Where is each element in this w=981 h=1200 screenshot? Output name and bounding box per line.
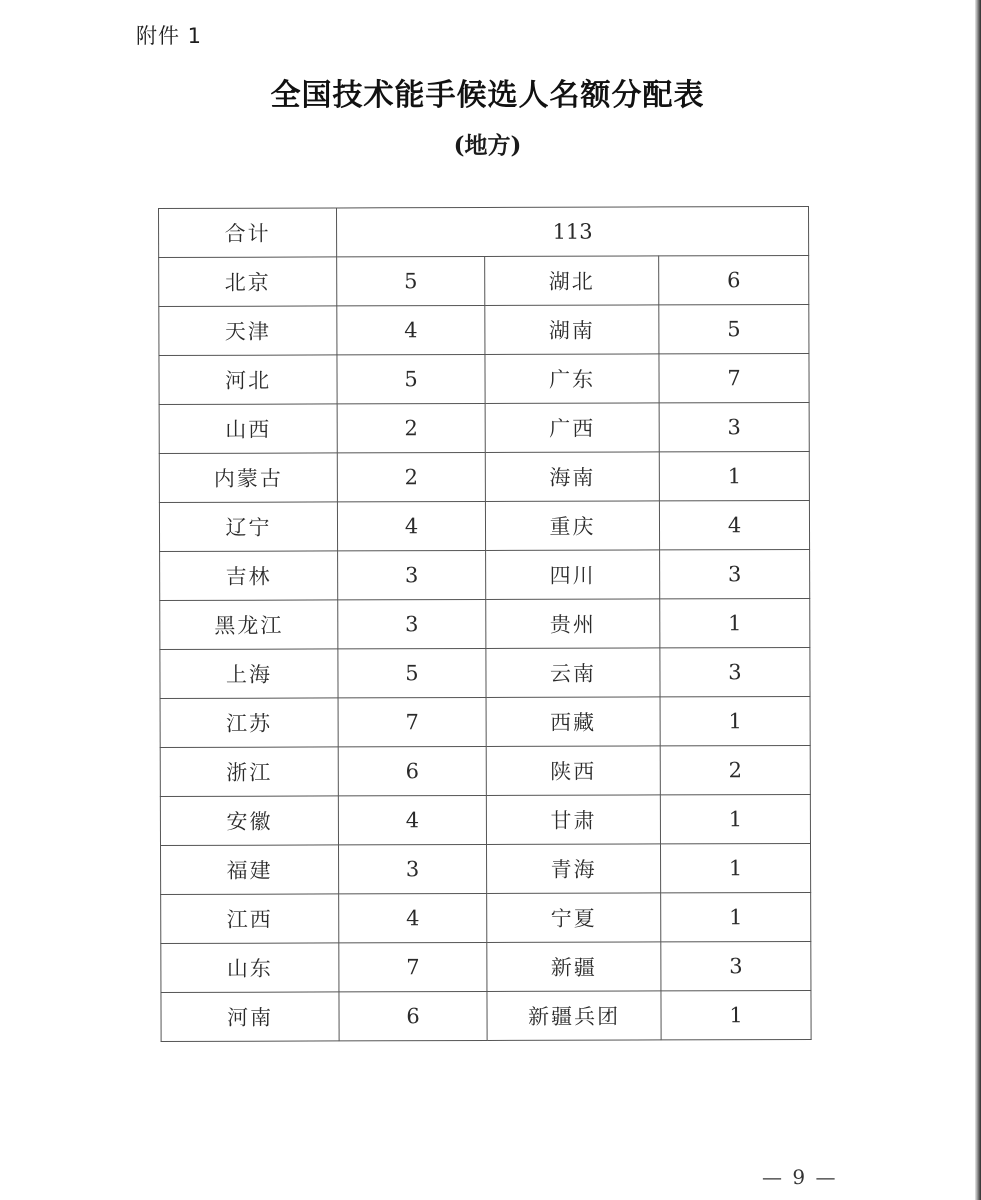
- left-quota-cell: 3: [339, 844, 487, 893]
- right-region-cell: 广西: [485, 403, 659, 453]
- left-region-cell: 安徽: [160, 796, 338, 846]
- attachment-label: 附件 1: [136, 24, 203, 48]
- table-row: [160, 696, 810, 747]
- table-row: [159, 304, 809, 355]
- right-quota-cell: 1: [660, 696, 810, 745]
- quota-allocation-table: [158, 206, 812, 1042]
- left-quota-cell: 4: [337, 501, 485, 550]
- left-region-cell: 山东: [161, 943, 339, 993]
- left-quota-cell: 6: [339, 991, 487, 1040]
- left-region-cell: 山西: [159, 404, 337, 454]
- right-region-cell: 新疆兵团: [487, 991, 661, 1041]
- document-subtitle: (地方): [453, 132, 522, 159]
- left-quota-cell: 5: [337, 354, 485, 403]
- table-row: [159, 402, 809, 453]
- left-region-cell: 内蒙古: [159, 453, 337, 503]
- left-region-cell: 辽宁: [159, 502, 337, 552]
- right-region-cell: 四川: [486, 550, 660, 600]
- right-region-cell: 重庆: [485, 501, 659, 551]
- left-quota-cell: 2: [337, 452, 485, 501]
- left-quota-cell: 3: [338, 599, 486, 648]
- right-quota-cell: 1: [660, 598, 810, 647]
- right-quota-cell: 2: [660, 745, 810, 794]
- document-title: 全国技术能手候选人名额分配表: [270, 78, 705, 113]
- left-region-cell: 江苏: [160, 698, 338, 748]
- left-quota-cell: 4: [338, 795, 486, 844]
- left-region-cell: 天津: [159, 306, 337, 356]
- right-region-cell: 海南: [485, 452, 659, 502]
- right-region-cell: 陕西: [486, 746, 660, 796]
- left-quota-cell: 6: [338, 746, 486, 795]
- left-region-cell: 福建: [161, 845, 339, 895]
- right-quota-cell: 3: [661, 941, 811, 990]
- left-region-cell: 浙江: [160, 747, 338, 797]
- table-row: [160, 647, 810, 698]
- right-region-cell: 广东: [485, 354, 659, 404]
- left-region-cell: 北京: [159, 257, 337, 307]
- right-quota-cell: 1: [660, 794, 810, 843]
- total-row: [159, 206, 809, 257]
- total-value: 113: [337, 206, 809, 256]
- left-quota-cell: 5: [338, 648, 486, 697]
- right-region-cell: 西藏: [486, 697, 660, 747]
- table-row: [160, 794, 810, 845]
- table-row: [160, 598, 810, 649]
- right-quota-cell: 1: [661, 892, 811, 941]
- left-region-cell: 吉林: [160, 551, 338, 601]
- quota-table-container: [158, 206, 812, 1042]
- table-row: [161, 892, 811, 943]
- left-region-cell: 河北: [159, 355, 337, 405]
- right-region-cell: 云南: [486, 648, 660, 698]
- left-region-cell: 河南: [161, 992, 339, 1042]
- right-region-cell: 宁夏: [487, 893, 661, 943]
- table-row: [161, 990, 811, 1041]
- right-quota-cell: 1: [659, 451, 809, 500]
- right-quota-cell: 3: [659, 402, 809, 451]
- right-region-cell: 贵州: [486, 599, 660, 649]
- left-region-cell: 黑龙江: [160, 600, 338, 650]
- right-quota-cell: 1: [661, 990, 811, 1039]
- table-row: [160, 745, 810, 796]
- table-row: [159, 353, 809, 404]
- table-row: [160, 549, 810, 600]
- left-quota-cell: 5: [337, 256, 485, 305]
- right-region-cell: 新疆: [487, 942, 661, 992]
- table-row: [161, 843, 811, 894]
- total-label: 合计: [159, 208, 337, 258]
- left-quota-cell: 7: [338, 697, 486, 746]
- right-quota-cell: 5: [659, 304, 809, 353]
- right-region-cell: 青海: [487, 844, 661, 894]
- right-region-cell: 湖北: [485, 256, 659, 306]
- right-quota-cell: 1: [661, 843, 811, 892]
- quota-table-body: [159, 206, 812, 1041]
- table-row: [159, 500, 809, 551]
- right-region-cell: 甘肃: [486, 795, 660, 845]
- right-quota-cell: 6: [659, 255, 809, 304]
- table-row: [159, 451, 809, 502]
- left-quota-cell: 4: [337, 305, 485, 354]
- right-quota-cell: 4: [659, 500, 809, 549]
- page-number: — 9 —: [762, 1165, 838, 1189]
- left-quota-cell: 2: [337, 403, 485, 452]
- left-region-cell: 上海: [160, 649, 338, 699]
- left-quota-cell: 7: [339, 942, 487, 991]
- left-region-cell: 江西: [161, 894, 339, 944]
- right-quota-cell: 3: [660, 549, 810, 598]
- right-quota-cell: 7: [659, 353, 809, 402]
- table-row: [161, 941, 811, 992]
- right-quota-cell: 3: [660, 647, 810, 696]
- left-quota-cell: 3: [338, 550, 486, 599]
- left-quota-cell: 4: [339, 893, 487, 942]
- table-row: [159, 255, 809, 306]
- right-region-cell: 湖南: [485, 305, 659, 355]
- scan-edge-shadow: [975, 0, 981, 1200]
